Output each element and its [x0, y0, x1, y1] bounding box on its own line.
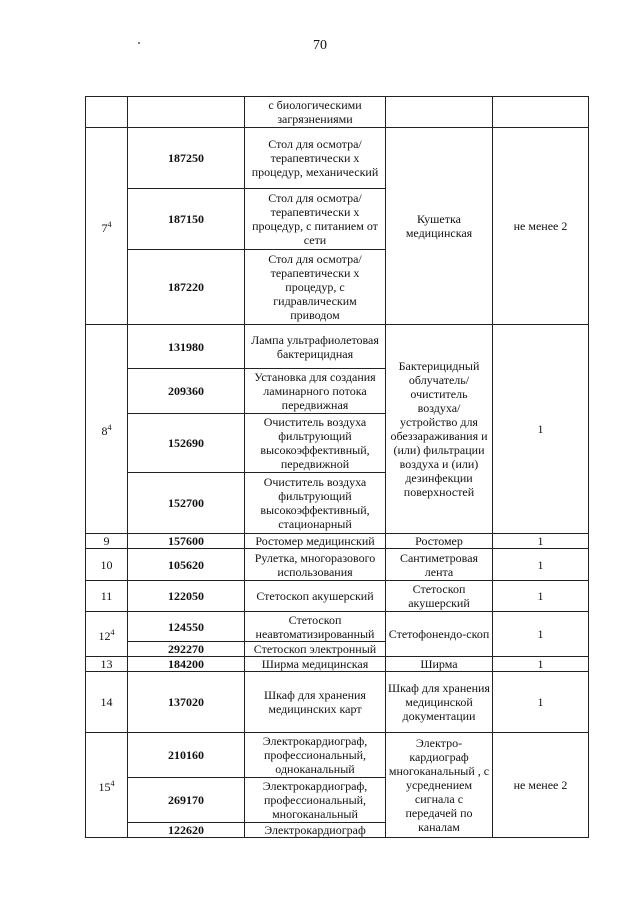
device-code: 209360: [128, 369, 245, 414]
device-type: Стетофонендо-скоп: [386, 612, 493, 657]
table-row: [86, 612, 589, 642]
device-code: 122050: [128, 581, 245, 612]
device-type: Бактерицидный облучатель/ очиститель воздуха/ устройство для обеззараживания и (или) фильтрации воздуха и (или) дезинфекции поверхностей: [386, 325, 493, 534]
device-name: Шкаф для хранения медицинских карт: [245, 672, 386, 733]
device-name: Стол для осмотра/терапевтически х процедур, механический: [245, 128, 386, 189]
device-code: 157600: [128, 534, 245, 549]
table-row: [86, 97, 589, 128]
device-type: Шкаф для хранения медицинской документации: [386, 672, 493, 733]
row-number: 9: [86, 534, 128, 549]
row-number: 14: [86, 672, 128, 733]
device-code: 210160: [128, 733, 245, 778]
table-row: [86, 733, 589, 778]
device-type: Ширма: [386, 657, 493, 672]
device-code: 131980: [128, 325, 245, 369]
device-type: Электро-кардиограф многоканальный , с усреднением сигнала с передачей по каналам: [386, 733, 493, 838]
row-number: $8^4$: [86, 325, 128, 534]
quantity: 1: [493, 581, 589, 612]
quantity: не менее 2: [493, 733, 589, 838]
quantity: 1: [493, 549, 589, 581]
device-name: Установка для создания ламинарного потока передвижная: [245, 369, 386, 414]
device-name: Электрокардиограф, профессиональный, одноканальный: [245, 733, 386, 778]
device-name: Электрокардиограф, профессиональный, многоканальный: [245, 778, 386, 823]
device-code: 152690: [128, 414, 245, 473]
row-number: 10: [86, 549, 128, 581]
device-code: 187250: [128, 128, 245, 189]
device-name: Рулетка, многоразового использования: [245, 549, 386, 581]
device-code: 105620: [128, 549, 245, 581]
quantity: 1: [493, 657, 589, 672]
equipment-table: [85, 96, 589, 838]
row-number: $15^4$: [86, 733, 128, 838]
page-number: 70: [313, 38, 327, 53]
table-row: [86, 672, 589, 733]
device-name: Ростомер медицинский: [245, 534, 386, 549]
quantity: 1: [493, 534, 589, 549]
device-name: Ширма медицинская: [245, 657, 386, 672]
device-code: 187150: [128, 189, 245, 250]
table-row: [86, 581, 589, 612]
row-number: $7^4$: [86, 128, 128, 325]
device-type: Стетоскоп акушерский: [386, 581, 493, 612]
row-number: 13: [86, 657, 128, 672]
device-name: Лампа ультрафиолетовая бактерицидная: [245, 325, 386, 369]
table-row: [86, 657, 589, 672]
device-type: Сантиметровая лента: [386, 549, 493, 581]
row-number: 11: [86, 581, 128, 612]
quantity: 1: [493, 612, 589, 657]
device-name: Очиститель воздуха фильтрующий высокоэффективный, передвижной: [245, 414, 386, 473]
device-name: Стол для осмотра/терапевтически х процедур, с гидравлическим приводом: [245, 250, 386, 325]
device-name: Очиститель воздуха фильтрующий высокоэффективный, стационарный: [245, 473, 386, 534]
device-code: 187220: [128, 250, 245, 325]
table-row: [86, 534, 589, 549]
device-name: Стетоскоп акушерский: [245, 581, 386, 612]
device-code: 137020: [128, 672, 245, 733]
device-name: с биологическими загрязнениями: [245, 97, 386, 128]
quantity: 1: [493, 672, 589, 733]
quantity: не менее 2: [493, 128, 589, 325]
device-name: Стетоскоп неавтоматизированный: [245, 612, 386, 642]
device-name: Стол для осмотра/терапевтически х процедур, с питанием от сети: [245, 189, 386, 250]
table-row: [86, 128, 589, 189]
scan-speck: [138, 42, 140, 44]
device-type: Ростомер: [386, 534, 493, 549]
table-row: [86, 325, 589, 369]
device-code: 152700: [128, 473, 245, 534]
device-code: 122620: [128, 823, 245, 838]
device-code: 124550: [128, 612, 245, 642]
device-name: Стетоскоп электронный: [245, 642, 386, 657]
device-code: 292270: [128, 642, 245, 657]
table-row: [86, 549, 589, 581]
device-code: 269170: [128, 778, 245, 823]
quantity: 1: [493, 325, 589, 534]
device-code: 184200: [128, 657, 245, 672]
device-name: Электрокардиограф: [245, 823, 386, 838]
row-number: $12^4$: [86, 612, 128, 657]
device-type: Кушетка медицинская: [386, 128, 493, 325]
